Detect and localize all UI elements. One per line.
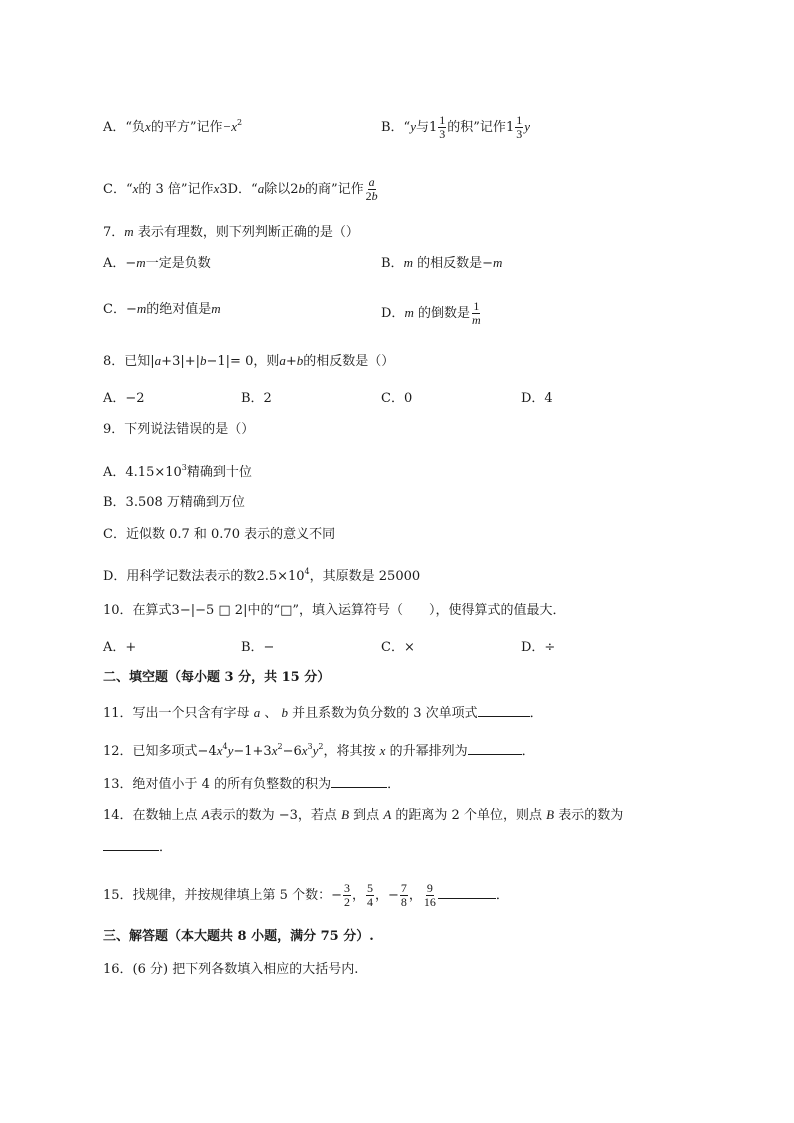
q12: 12．已知多项式$-4x^4y-1+3x^2-6x^3y^2$，将其按 x 的升幂排列为 ． — [103, 742, 535, 759]
q9-option-a: A．$4.15\times 10^3$精确到十位 — [103, 463, 252, 480]
section-2-heading: 二、填空题（每小题 3 分，共 15 分） — [103, 670, 331, 685]
answer-blank[interactable] — [478, 703, 530, 717]
q7-stem: 7．m 表示有理数，则下列判断正确的是（） — [103, 224, 359, 240]
q7-option-c: C．−m的绝对值是m — [103, 301, 221, 317]
q10-stem: 10．在算式3−|−5 □ 2|中的“□”，填入运算符号（ ），使得算式的值最大． — [103, 603, 566, 618]
q9-option-c: C．近似数 0.7 和 0.70 表示的意义不同 — [103, 527, 336, 542]
q9-option-b: B．3.508 万精确到万位 — [103, 495, 245, 510]
q10-option-a: A．+ — [103, 640, 137, 655]
q14-answer-line: ． — [103, 837, 172, 857]
q13: 13．绝对值小于 4 的所有负整数的积为 ． — [103, 774, 400, 794]
q6-option-c-d: C．“x的 3 倍”记作x3D．“a除以2b的商”记作 $\frac{a}{2b}$ — [103, 175, 378, 203]
q9-option-d: D．用科学记数法表示的数$2.5\times 10^4$，其原数是 25000 — [103, 567, 421, 584]
q15: 15．找规律，并按规律填上第 5 个数：− $\frac{3}{2}$ ， $\frac{5}{4}$ ，− $\frac{7}{8}$ ， $\frac{9}{16}$ ． — [103, 881, 509, 909]
q8-option-a: A．−2 — [103, 391, 145, 406]
q16: 16．(6 分) 把下列各数填入相应的大括号内. — [103, 962, 359, 977]
section-3-heading: 三、解答题（本大题共 8 小题，满分 75 分）. — [103, 929, 374, 944]
q7-option-d: D．m 的倒数是 $\frac{1}{m}$ — [381, 299, 481, 327]
q10-option-d: D．÷ — [521, 640, 556, 655]
q10-option-c: C．× — [381, 640, 415, 655]
answer-blank[interactable] — [468, 741, 522, 755]
q8-option-d: D．4 — [521, 391, 553, 406]
q8-option-b: B．2 — [241, 391, 272, 406]
answer-blank[interactable] — [331, 774, 387, 788]
fraction-one-third: $\frac{1}{3}$ — [439, 113, 446, 141]
answer-blank[interactable] — [103, 837, 159, 851]
q8-stem: 8．已知|a+3|+|b−1|= 0，则a+b的相反数是（） — [103, 353, 395, 369]
q7-option-a: A．−m一定是负数 — [103, 255, 211, 271]
q8-option-c: C．0 — [381, 391, 413, 406]
q11: 11．写出一个只含有字母 a 、 b 并且系数为负分数的 3 次单项式 ． — [103, 705, 543, 721]
q6-option-b: B．“y与1 $\frac{1}{3}$ 的积”记作1 $\frac{1}{3}$ y — [381, 113, 530, 141]
q7-option-b: B．m 的相反数是−m — [381, 255, 503, 271]
q10-option-b: B．− — [241, 640, 275, 655]
q14: 14．在数轴上点 A表示的数为 −3，若点 B 到点 A 的距离为 2 个单位，则点 B 表示的数为 — [103, 807, 624, 823]
answer-blank[interactable] — [438, 885, 496, 899]
q9-stem: 9．下列说法错误的是（） — [103, 422, 255, 437]
q6-option-a: A．“负x的平方”记作$-x^2$ — [103, 118, 243, 135]
